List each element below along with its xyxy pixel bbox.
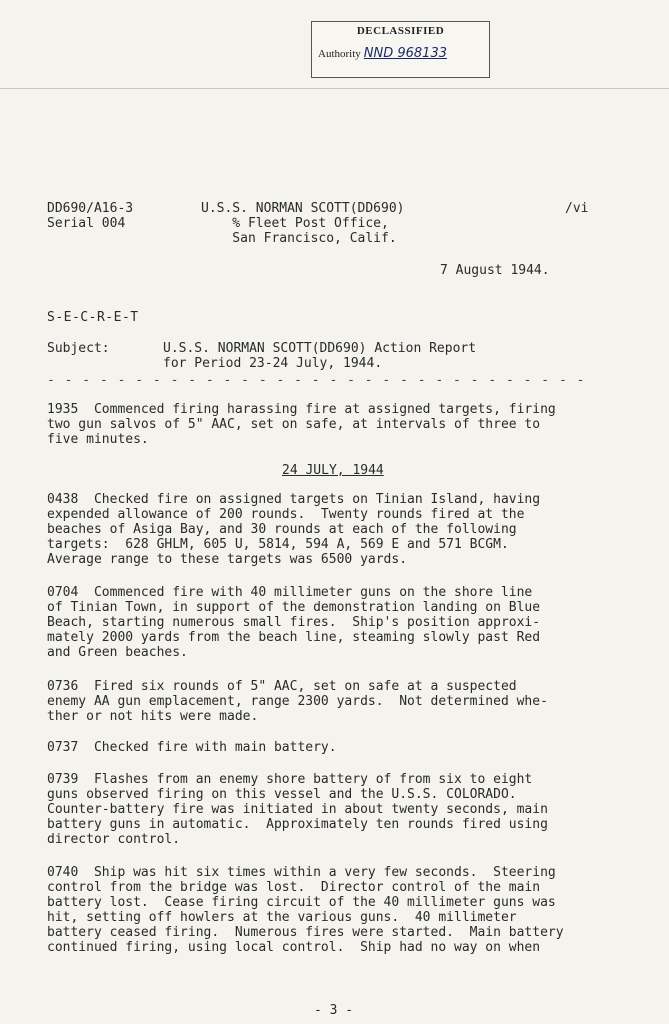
initials-mark: /vi xyxy=(565,201,589,216)
file-reference: DD690/A16-3 Serial 004 xyxy=(47,201,134,231)
section-heading: 24 JULY, 1944 xyxy=(282,463,384,478)
subject-text: U.S.S. NORMAN SCOTT(DD690) Action Report for Period 23-24 July, 1944. xyxy=(163,341,477,371)
log-entry-0736: 0736 Fired six rounds of 5" AAC, set on safe at a suspected enemy AA gun emplacement, range 2300 yards. Not determined whe- ther or not hits were made. xyxy=(47,679,548,724)
stamp-title: DECLASSIFIED xyxy=(356,25,445,37)
log-entry-0739: 0739 Flashes from an enemy shore battery of from six to eight guns observed firing on this vessel and the U.S.S. COLORADO. Counter-battery fire was initiated in about twenty seconds, main battery guns in automatic. Approximately ten rounds fired using director control. xyxy=(47,772,548,847)
stamp-authority-line xyxy=(318,46,447,61)
log-entry-1935: 1935 Commenced firing harassing fire at assigned targets, firing two gun salvos of 5" AAC, set on safe, at intervals of three to five minutes. xyxy=(47,402,556,447)
subject-label: Subject: xyxy=(47,341,110,356)
log-entry-0740: 0740 Ship was hit six times within a very few seconds. Steering control from the bridge was lost. Director control of the main battery lost. Cease firing circuit of the 40 millimeter guns was hit, setting off howlers at the various guns. 40 millimeter battery ceased firing. Numerous fires were started. Main battery continued firing, using local control. Ship had no way on when xyxy=(47,865,564,955)
stamp-authority-value: NND 968133 xyxy=(363,46,447,61)
classification-label: S-E-C-R-E-T xyxy=(47,310,139,325)
page-number: - 3 - xyxy=(314,1003,354,1018)
dashed-separator: - - - - - - - - - - - - - - - - - - - - - - - - - - - - - - - xyxy=(47,373,586,388)
declassified-stamp xyxy=(311,21,490,78)
letter-date: 7 August 1944. xyxy=(440,263,550,278)
ship-address: U.S.S. NORMAN SCOTT(DD690) % Fleet Post Office, San Francisco, Calif. xyxy=(201,201,405,246)
top-divider xyxy=(0,88,669,89)
log-entry-0704: 0704 Commenced fire with 40 millimeter guns on the shore line of Tinian Town, in support of the demonstration landing on Blue Beach, starting numerous small fires. Ship's position approxi- mately 2000 yards from the beach line, steaming slowly past Red and Green beaches. xyxy=(47,585,541,660)
stamp-authority-label: Authority xyxy=(318,48,361,60)
log-entry-0438: 0438 Checked fire on assigned targets on Tinian Island, having expended allowance of 200 rounds. Twenty rounds fired at the beaches of Asiga Bay, and 30 rounds at each of the following targets: 628 GHLM, 605 U, 5814, 594 A, 569 E and 571 BCGM. Average range to these targets was 6500 yards. xyxy=(47,492,541,567)
log-entry-0737: 0737 Checked fire with main battery. xyxy=(47,740,337,755)
